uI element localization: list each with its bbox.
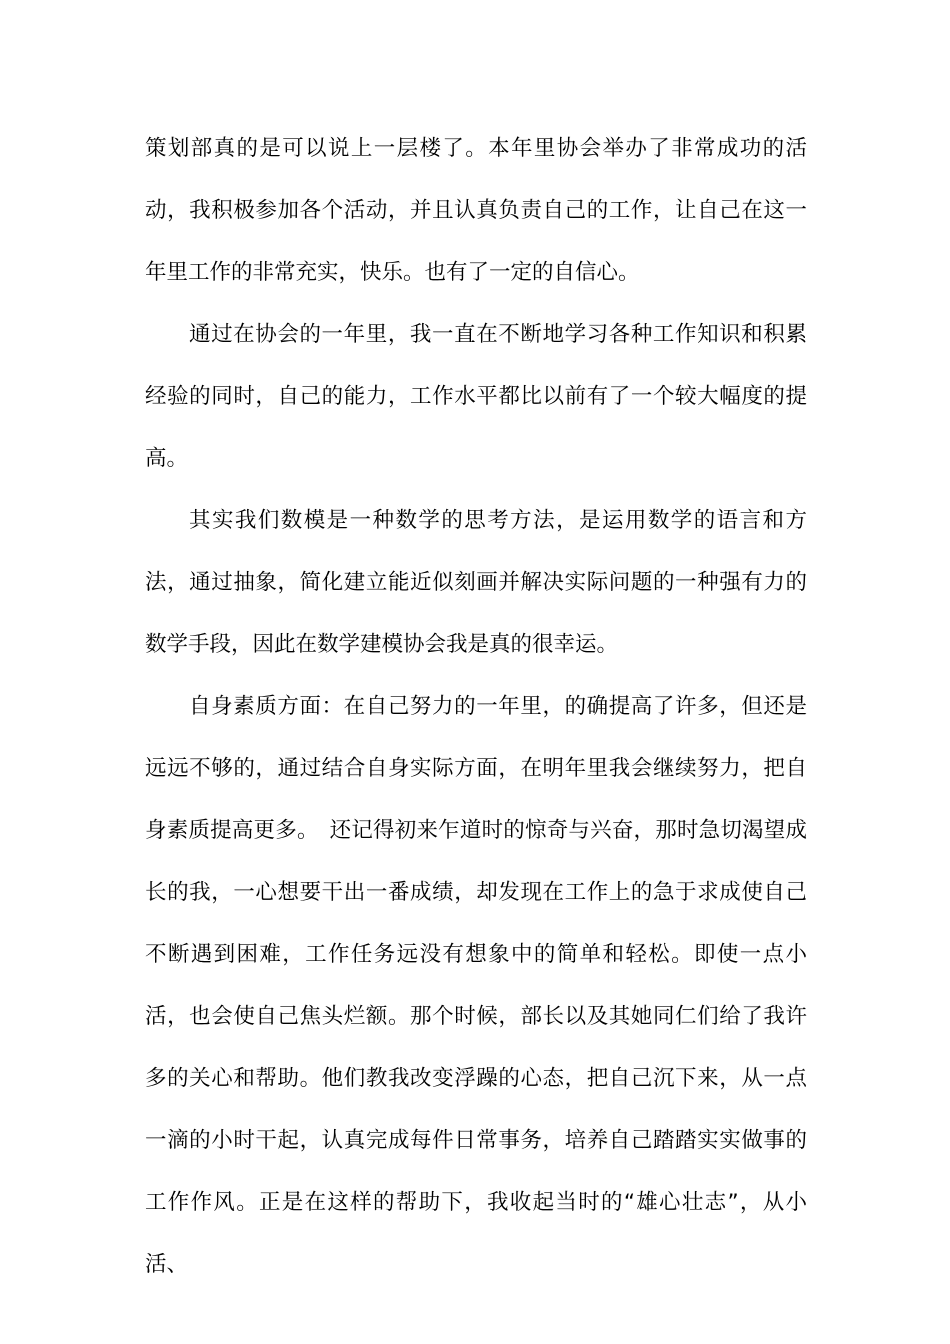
body-text <box>145 118 807 1296</box>
paragraph-1: 策划部真的是可以说上一层楼了。本年里协会举办了非常成功的活动，我积极参加各个活动，并且认真负责自己的工作，让自己在这一年里工作的非常充实，快乐。也有了一定的自信心。 <box>145 136 807 285</box>
paragraph-2: 通过在协会的一年里，我一直在不断地学习各种工作知识和积累经验的同时，自己的能力，工作水平都比以前有了一个较大幅度的提高。 <box>145 322 807 471</box>
paragraph-4: 自身素质方面：在自己努力的一年里，的确提高了许多，但还是远远不够的，通过结合自身实际方面，在明年里我会继续努力，把自身素质提高更多。 还记得初来乍道时的惊奇与兴奋，那时急切渴望成长的我，一心想要干出一番成绩，却发现在工作上的急于求成使自己不断遇到困难，工作任务远没有想象中的简单和轻松。即使一点小活，也会使自己焦头烂额。那个时候，部长以及其她同仁们给了我许多的关心和帮助。他们教我改变浮躁的心态，把自己沉下来，从一点一滴的小时干起，认真完成每件日常事务，培养自己踏踏实实做事的工作作风。正是在这样的帮助下，我收起当时的“雄心壮志”，从小活、 <box>145 694 807 1277</box>
paragraph-3: 其实我们数模是一种数学的思考方法，是运用数学的语言和方法，通过抽象，简化建立能近似刻画并解决实际问题的一种强有力的数学手段，因此在数学建模协会我是真的很幸运。 <box>145 508 807 657</box>
